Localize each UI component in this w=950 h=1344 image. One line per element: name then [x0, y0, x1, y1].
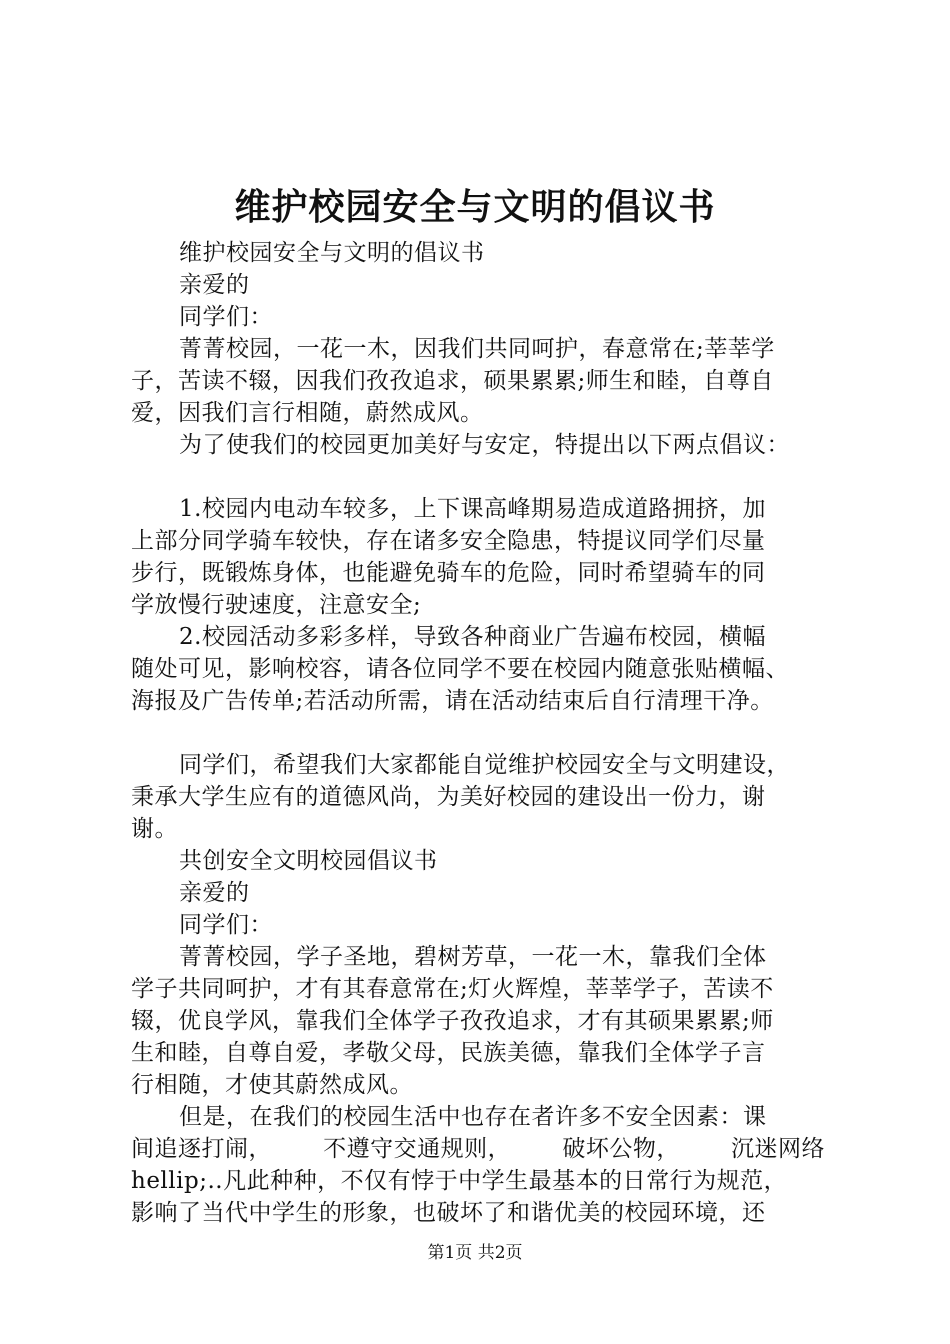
paragraph-line: 维护校园安全与文明的倡议书: [179, 240, 485, 266]
paragraph-line: 影响了当代中学生的形象，也破坏了和谐优美的校园环境，还: [131, 1200, 766, 1226]
paragraph-line: 海报及广告传单;若活动所需，请在活动结束后自行清理干净。: [131, 688, 774, 714]
paragraph-line: 同学们，希望我们大家都能自觉维护校园安全与文明建设，: [179, 752, 790, 778]
paragraph-line: 亲爱的: [179, 880, 250, 906]
paragraph-line: 生和睦，自尊自爱，孝敬父母，民族美德，靠我们全体学子言: [131, 1040, 766, 1066]
paragraph-line: 为了使我们的校园更加美好与安定，特提出以下两点倡议：: [179, 432, 790, 458]
blank-line: [131, 717, 825, 749]
paragraph-line: 2.校园活动多彩多样，导致各种商业广告遍布校园，横幅: [179, 624, 766, 650]
paragraph-line: 但是，在我们的校园生活中也存在者许多不安全因素：课: [179, 1104, 767, 1130]
paragraph-line: 辍，优良学风，靠我们全体学子孜孜追求，才有其硕果累累;师: [131, 1008, 774, 1034]
paragraph-line: 随处可见，影响校容，请各位同学不要在校园内随意张贴横幅、: [131, 656, 789, 682]
paragraph-line: 共创安全文明校园倡议书: [179, 848, 438, 874]
document-body: [131, 237, 825, 1229]
paragraph-line: 菁菁校园，一花一木，因我们共同呵护，春意常在;莘莘学: [179, 336, 775, 362]
paragraph-line: 学放慢行驶速度，注意安全;: [131, 592, 422, 618]
paragraph-line: hellip;..凡此种种，不仅有悖于中学生最基本的日常行为规范，: [131, 1168, 788, 1194]
justified-paragraph-line: [131, 1133, 825, 1165]
paragraph-line: 同学们：: [179, 304, 273, 330]
paragraph-line: 学子共同呵护，才有其春意常在;灯火辉煌，莘莘学子，苦读不: [131, 976, 774, 1002]
paragraph-line: 亲爱的: [179, 272, 250, 298]
page-footer: 第1页 共2页: [427, 1243, 523, 1263]
paragraph-line: 步行，既锻炼身体，也能避免骑车的危险，同时希望骑车的同: [131, 560, 766, 586]
paragraph-line: 行相随，才使其蔚然成风。: [131, 1072, 413, 1098]
paragraph-line: 菁菁校园，学子圣地，碧树芳草，一花一木，靠我们全体: [179, 944, 767, 970]
paragraph-line: 爱，因我们言行相随，蔚然成风。: [131, 400, 484, 426]
line-segment: 间追逐打闹，: [131, 1136, 272, 1162]
blank-line: [131, 461, 825, 493]
line-segment: 破坏公物，: [562, 1136, 680, 1162]
line-segment: 沉迷网络: [730, 1136, 825, 1162]
paragraph-line: 秉承大学生应有的道德风尚，为美好校园的建设出一份力，谢: [131, 784, 766, 810]
page-title: 维护校园安全与文明的倡议书: [234, 186, 716, 228]
paragraph-line: 子，苦读不辍，因我们孜孜追求，硕果累累;师生和睦，自尊自: [131, 368, 774, 394]
paragraph-line: 同学们：: [179, 912, 273, 938]
paragraph-line: 谢。: [131, 816, 178, 842]
paragraph-line: 1.校园内电动车较多，上下课高峰期易造成道路拥挤，加: [179, 496, 766, 522]
paragraph-line: 上部分同学骑车较快，存在诸多安全隐患，特提议同学们尽量: [131, 528, 766, 554]
line-segment: 不遵守交通规则，: [323, 1136, 512, 1162]
